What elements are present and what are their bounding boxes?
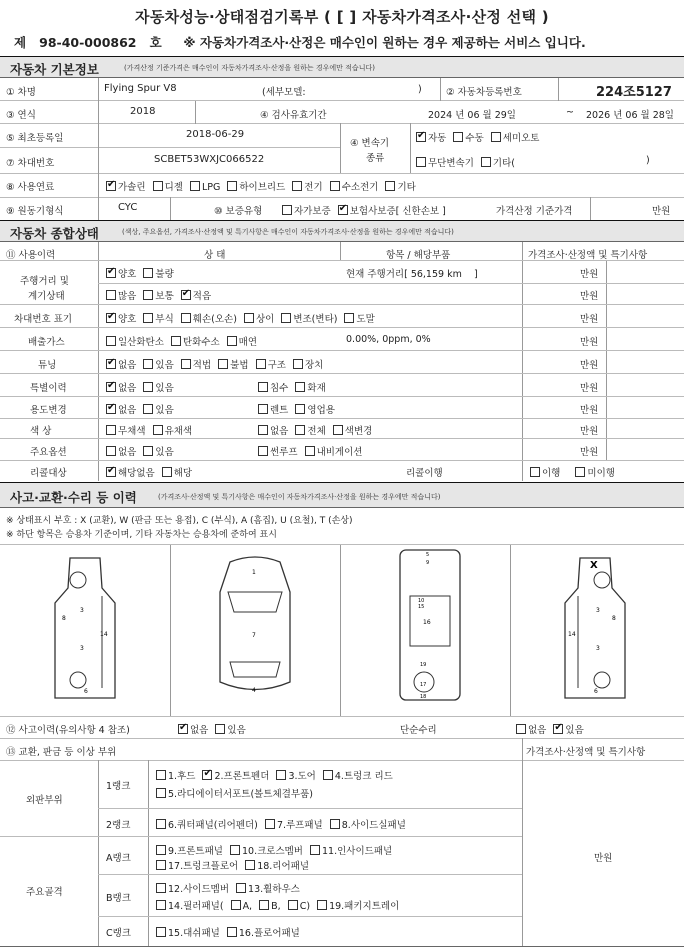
- parts-price-label: 가격조사·산정액 및 특기사항: [526, 747, 646, 758]
- tuning-illegal-checkbox[interactable]: [218, 359, 228, 369]
- car-left-side-diagram: [40, 548, 130, 708]
- fuel-hybrid-checkbox[interactable]: [227, 181, 237, 191]
- parts-price-unit: 만원: [594, 853, 613, 864]
- part-quarter-panel-checkbox[interactable]: [156, 819, 166, 829]
- purpose-price-unit: 만원: [580, 405, 599, 416]
- status-legend: ※ 상태표시 부호 : X (교환), W (판금 또는 용접), C (부식), A (흠집), U (요철), T (손상): [6, 516, 353, 526]
- part-dash-panel-checkbox[interactable]: [156, 927, 166, 937]
- part-radiator-support-checkbox[interactable]: [156, 788, 166, 798]
- engine-value: CYC: [118, 202, 138, 213]
- mileage-good-checkbox[interactable]: [106, 268, 116, 278]
- pillar-a-checkbox[interactable]: [231, 900, 241, 910]
- svg-text:9: 9: [426, 560, 430, 566]
- tuning-legal-checkbox[interactable]: [181, 359, 191, 369]
- part-side-sill-checkbox[interactable]: [330, 819, 340, 829]
- basic-info-note: (가격산정 기준가격은 매수인이 자동차가격조사·산정을 원하는 경우에만 적습니다): [124, 64, 375, 72]
- vin-mark-options: ✔ 양호 부식 훼손(오손) 상이 변조(변타) 도말: [106, 311, 379, 325]
- front-fender-exchange-mark: X: [590, 560, 598, 571]
- options-label: 주요옵션: [30, 447, 67, 458]
- vin-different-checkbox[interactable]: [244, 313, 254, 323]
- fuel-other-checkbox[interactable]: [385, 181, 395, 191]
- part-trunk-floor-checkbox[interactable]: [156, 860, 166, 870]
- tuning-price-unit: 만원: [580, 360, 599, 371]
- options-none-checkbox[interactable]: [106, 446, 116, 456]
- service-notice: ※ 자동차가격조사·산정은 매수인이 원하는 경우 제공하는 서비스 입니다.: [183, 35, 586, 50]
- svg-text:16: 16: [423, 619, 431, 626]
- accident-exists-checkbox[interactable]: [215, 724, 225, 734]
- svg-text:19: 19: [420, 662, 427, 668]
- inspection-from: 2024 년 06 월 29일: [428, 110, 516, 121]
- accident-history-label: ⑫ 사고이력(유의사항 4 참조): [6, 725, 130, 736]
- car-top-diagram: [210, 552, 300, 702]
- purpose-options-a: ✔ 없음 있음: [106, 402, 178, 416]
- accident-note: (가격조사·산정액 및 특기사항은 매수인이 자동차가격조사·산정을 원하는 경우에만 적습니다): [158, 493, 441, 501]
- rank-b-parts-row2: 14.필러패널( A, B, C) 19.패키지트레이: [156, 898, 403, 912]
- warranty-self-checkbox[interactable]: [282, 205, 292, 215]
- special-none-checkbox[interactable]: [106, 382, 116, 392]
- overall-title: 자동차 종합상태: [10, 226, 99, 241]
- usage-history-header: ⑪ 사용이력: [6, 250, 56, 261]
- vin-value: SCBET53WXJC066522: [154, 154, 265, 165]
- year-label: ③ 연식: [6, 110, 36, 121]
- tuning-structure-checkbox[interactable]: [256, 359, 266, 369]
- detail-model-close: ): [418, 84, 422, 95]
- recall-options: ✔ 해당없음 해당: [106, 465, 196, 479]
- mileage-label-2: 계기상태: [28, 291, 65, 302]
- emission-options: 일산화탄소 탄화수소 매연: [106, 334, 261, 348]
- special-options-a: ✔ 없음 있음: [106, 380, 178, 394]
- tuning-exists-checkbox[interactable]: [143, 359, 153, 369]
- part-front-fender-checkbox[interactable]: [202, 770, 212, 780]
- repair-exists-checkbox[interactable]: [553, 724, 563, 734]
- trans-cvt-checkbox[interactable]: [416, 157, 426, 167]
- current-mileage: 현재 주행거리[ 56,159 km ]: [346, 269, 478, 280]
- inspection-label: ④ 검사유효기간: [260, 110, 327, 121]
- rank-a-parts-row2: 17.트렁크플로어 18.리어패널: [156, 858, 313, 872]
- main-frame-label: 주요골격: [26, 887, 63, 898]
- simple-repair-options: 없음 ✔ 있음: [516, 722, 588, 736]
- svg-text:17: 17: [420, 682, 427, 688]
- inspection-to: 2026 년 06 월 28일: [586, 110, 674, 121]
- part-side-member-checkbox[interactable]: [156, 883, 166, 893]
- color-chromatic-checkbox[interactable]: [153, 425, 163, 435]
- rank-2-parts: 6.쿼터패널(리어펜더) 7.루프패널 8.사이드실패널: [156, 817, 410, 831]
- transmission-label-2: 종류: [366, 153, 385, 164]
- part-roof-panel-checkbox[interactable]: [265, 819, 275, 829]
- basic-info-header: [0, 56, 684, 78]
- transmission-options-row1: ✔자동 수동 세미오토: [416, 130, 544, 144]
- first-reg-label: ⑤ 최초등록일: [6, 133, 64, 144]
- trans-manual-checkbox[interactable]: [453, 132, 463, 142]
- tuning-label: 튜닝: [38, 360, 57, 371]
- serial-number: 98-40-000862: [39, 35, 137, 50]
- recall-done-checkbox[interactable]: [530, 467, 540, 477]
- special-flood-checkbox[interactable]: [258, 382, 268, 392]
- options-sunroof-checkbox[interactable]: [258, 446, 268, 456]
- price-header: 가격조사·산정액 및 특기사항: [528, 250, 648, 261]
- parts-label: ⑬ 교환, 판금 등 이상 부위: [6, 747, 117, 758]
- part-rear-panel-checkbox[interactable]: [245, 860, 255, 870]
- recall-perf-options: 이행 미이행: [530, 465, 619, 479]
- transmission-options-row2: 무단변속기 기타(: [416, 155, 519, 169]
- basic-info-title: 자동차 기본정보: [10, 62, 99, 77]
- emission-hc-checkbox[interactable]: [171, 336, 181, 346]
- color-price-unit: 만원: [580, 426, 599, 437]
- special-fire-checkbox[interactable]: [295, 382, 305, 392]
- purpose-label: 용도변경: [30, 405, 67, 416]
- part-front-panel-checkbox[interactable]: [156, 845, 166, 855]
- mileage-many-checkbox[interactable]: [106, 290, 116, 300]
- recall-none-checkbox[interactable]: [106, 467, 116, 477]
- accident-header: [0, 482, 684, 508]
- base-price-label: 가격산정 기준가격: [496, 206, 573, 217]
- special-options-b: 침수 화재: [258, 380, 330, 394]
- mileage-amount-price-unit: 만원: [580, 291, 599, 302]
- mileage-bad-checkbox[interactable]: [143, 268, 153, 278]
- svg-text:1: 1: [252, 569, 256, 576]
- vin-label: ⑦ 차대번호: [6, 158, 55, 169]
- color-achromatic-checkbox[interactable]: [106, 425, 116, 435]
- year-value: 2018: [130, 106, 156, 117]
- car-frame-diagram: [390, 546, 470, 706]
- mileage-few-checkbox[interactable]: [181, 290, 191, 300]
- fuel-gasoline-checkbox[interactable]: [106, 181, 116, 191]
- fuel-lpg-checkbox[interactable]: [190, 181, 200, 191]
- pillar-c-checkbox[interactable]: [288, 900, 298, 910]
- vin-altered-checkbox[interactable]: [281, 313, 291, 323]
- fuel-diesel-checkbox[interactable]: [153, 181, 163, 191]
- fuel-electric-checkbox[interactable]: [292, 181, 302, 191]
- mileage-label-1: 주행거리 및: [20, 276, 69, 287]
- document-title: 자동차성능·상태점검기록부 ( [ ] 자동차가격조사·산정 선택 ): [135, 8, 549, 26]
- part-cross-member-checkbox[interactable]: [230, 845, 240, 855]
- item-header: 항목 / 해당부품: [386, 250, 451, 261]
- options-price-unit: 만원: [580, 447, 599, 458]
- color-options-b: 없음 전체 색변경: [258, 423, 376, 437]
- rank-1-parts-row1: 1.후드 ✔ 2.프론트펜더 3.도어 4.트렁크 리드: [156, 768, 397, 782]
- options-navigation-checkbox[interactable]: [305, 446, 315, 456]
- fuel-label: ⑧ 사용연료: [6, 182, 55, 193]
- vin-corrosion-checkbox[interactable]: [143, 313, 153, 323]
- mileage-amount-options: 많음 보통 ✔ 적음: [106, 288, 215, 302]
- serial-prefix: 제: [14, 35, 27, 50]
- reg-number-value: 224조5127: [596, 85, 672, 100]
- inspection-tilde: ~: [566, 107, 574, 118]
- warranty-options: 자가보증 ✔ 보험사보증[ 신한손보 ]: [282, 203, 450, 217]
- part-door-checkbox[interactable]: [276, 770, 286, 780]
- trans-other-checkbox[interactable]: [481, 157, 491, 167]
- rank-b-parts-row1: 12.사이드멤버 13.휠하우스: [156, 881, 304, 895]
- simple-repair-label: 단순수리: [400, 725, 437, 736]
- vin-painted-checkbox[interactable]: [344, 313, 354, 323]
- rank-1-parts-row2: 5.라디에이터서포트(볼트체결부품): [156, 786, 317, 800]
- fuel-hydrogen-checkbox[interactable]: [330, 181, 340, 191]
- serial-suffix: 호: [149, 35, 162, 50]
- color-full-checkbox[interactable]: [295, 425, 305, 435]
- color-options-a: 무채색 유채색: [106, 423, 196, 437]
- options-b: 썬루프 내비게이션: [258, 444, 366, 458]
- svg-text:14: 14: [100, 631, 108, 638]
- special-label: 특별이력: [30, 383, 67, 394]
- part-wheel-house-checkbox[interactable]: [236, 883, 246, 893]
- svg-text:8: 8: [612, 615, 616, 622]
- engine-label: ⑨ 원동기형식: [6, 206, 64, 217]
- tuning-none-checkbox[interactable]: [106, 359, 116, 369]
- svg-text:3: 3: [80, 645, 84, 652]
- purpose-none-checkbox[interactable]: [106, 404, 116, 414]
- warranty-insurance-checkbox[interactable]: [338, 205, 348, 215]
- svg-text:10: 10: [418, 598, 425, 604]
- tuning-options: ✔ 없음 있음 적법 불법 구조 장치: [106, 357, 327, 371]
- detail-model-label: (세부모델:: [262, 87, 306, 98]
- overall-header: [0, 220, 684, 242]
- purpose-business-checkbox[interactable]: [295, 404, 305, 414]
- trans-semi-checkbox[interactable]: [491, 132, 501, 142]
- emission-values: 0.00%, 0ppm, 0%: [346, 334, 431, 345]
- vin-good-checkbox[interactable]: [106, 313, 116, 323]
- svg-text:7: 7: [252, 632, 256, 639]
- pillar-b-checkbox[interactable]: [259, 900, 269, 910]
- rank-2-label: 2랭크: [106, 820, 131, 831]
- repair-none-checkbox[interactable]: [516, 724, 526, 734]
- emission-label: 배출가스: [28, 337, 65, 348]
- svg-text:6: 6: [594, 688, 598, 695]
- recall-applicable-checkbox[interactable]: [162, 467, 172, 477]
- rank-b-label: B랭크: [106, 893, 131, 904]
- passenger-car-note: ※ 하단 항목은 승용차 기준이며, 기타 자동차는 승용차에 준하여 표시: [6, 530, 277, 540]
- svg-text:4: 4: [252, 687, 256, 694]
- accident-title: 사고·교환·수리 등 이력: [10, 490, 137, 505]
- color-label: 색 상: [30, 426, 52, 437]
- base-price-unit: 만원: [652, 206, 671, 217]
- recall-label: 리콜대상: [30, 468, 67, 479]
- trans-auto-checkbox[interactable]: [416, 132, 426, 142]
- overall-note: (색상, 주요옵션, 가격조사·산정액 및 특기사항은 매수인이 자동차가격조사·산정을 원하는 경우에만 적습니다): [122, 228, 454, 236]
- rank-c-label: C랭크: [106, 928, 131, 939]
- car-name-value: Flying Spur V8: [104, 83, 177, 94]
- rank-a-parts-row1: 9.프론트패널 10.크로스멤버 11.인사이드패널: [156, 843, 396, 857]
- part-package-tray-checkbox[interactable]: [317, 900, 327, 910]
- reg-number-label: ② 자동차등록번호: [446, 87, 522, 98]
- svg-text:18: 18: [420, 694, 427, 700]
- special-exists-checkbox[interactable]: [143, 382, 153, 392]
- svg-text:8: 8: [62, 615, 66, 622]
- part-trunk-lid-checkbox[interactable]: [323, 770, 333, 780]
- vin-damaged-checkbox[interactable]: [181, 313, 191, 323]
- recall-not-done-checkbox[interactable]: [575, 467, 585, 477]
- color-none-checkbox[interactable]: [258, 425, 268, 435]
- svg-text:14: 14: [568, 631, 576, 638]
- car-right-side-diagram: [550, 548, 640, 708]
- mileage-price-unit: 만원: [580, 269, 599, 280]
- rank-c-parts: 15.대쉬패널 16.플로어패널: [156, 925, 304, 939]
- car-name-label: ① 차명: [6, 87, 36, 98]
- rank-a-label: A랭크: [106, 853, 131, 864]
- options-exists-checkbox[interactable]: [143, 446, 153, 456]
- svg-text:3: 3: [596, 645, 600, 652]
- outer-panel-label: 외판부위: [26, 795, 63, 806]
- rank-1-label: 1랭크: [106, 781, 131, 792]
- part-pillar-panel-checkbox[interactable]: [156, 900, 166, 910]
- part-floor-panel-checkbox[interactable]: [227, 927, 237, 937]
- purpose-rent-checkbox[interactable]: [258, 404, 268, 414]
- transmission-label-1: ④ 변속기: [350, 138, 390, 149]
- accident-none-checkbox[interactable]: [178, 724, 188, 734]
- emission-price-unit: 만원: [580, 337, 599, 348]
- mileage-condition-options: ✔양호 불량: [106, 266, 178, 280]
- state-header: 상 태: [204, 250, 226, 261]
- options-a: 없음 있음: [106, 444, 178, 458]
- vin-mark-label: 차대번호 표기: [14, 314, 73, 325]
- mileage-normal-checkbox[interactable]: [143, 290, 153, 300]
- emission-co-checkbox[interactable]: [106, 336, 116, 346]
- current-mileage-value: 56,159 km: [410, 269, 462, 280]
- warranty-label: ⑩ 보증유형: [214, 206, 263, 217]
- fuel-options: ✔ 가솔린 디젤 LPG 하이브리드 전기 수소전기 기타: [106, 179, 420, 193]
- purpose-options-b: 렌트 영업용: [258, 402, 339, 416]
- emission-smoke-checkbox[interactable]: [227, 336, 237, 346]
- part-hood-checkbox[interactable]: [156, 770, 166, 780]
- color-change-checkbox[interactable]: [333, 425, 343, 435]
- vin-price-unit: 만원: [580, 314, 599, 325]
- svg-text:5: 5: [426, 552, 430, 558]
- trans-other-close: ): [646, 155, 650, 166]
- tuning-device-checkbox[interactable]: [293, 359, 303, 369]
- purpose-exists-checkbox[interactable]: [143, 404, 153, 414]
- svg-text:6: 6: [84, 688, 88, 695]
- first-reg-value: 2018-06-29: [186, 129, 245, 140]
- special-price-unit: 만원: [580, 383, 599, 394]
- svg-text:3: 3: [596, 607, 600, 614]
- svg-text:15: 15: [418, 604, 425, 610]
- serial-line: [14, 33, 586, 51]
- svg-text:3: 3: [80, 607, 84, 614]
- accident-history-options: ✔ 없음 있음: [178, 722, 250, 736]
- recall-perf-label: 리콜이행: [406, 468, 443, 479]
- part-inside-panel-checkbox[interactable]: [310, 845, 320, 855]
